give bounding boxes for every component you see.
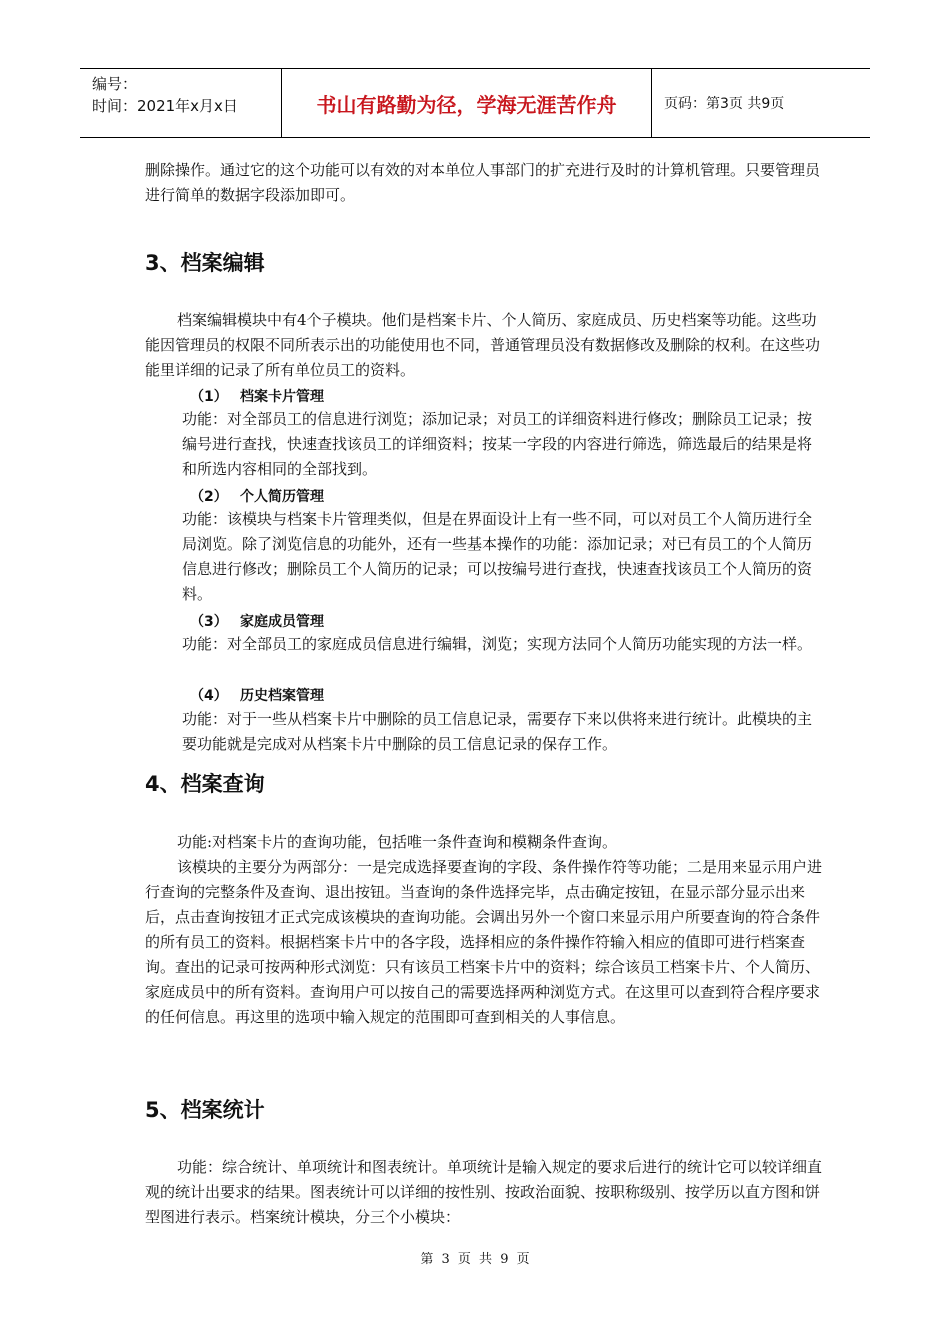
subsection-number: （3） (190, 614, 228, 630)
paragraph-section-3: 档案编辑模块中有4个子模块。他们是档案卡片、个人简历、家庭成员、历史档案等功能。这些功能因管理员的权限不同所表示出的功能使用也不同，普通管理员没有数据修改及删除的权利。在这些功能里详细的记录了所有单位员工的资料。 (145, 311, 821, 379)
subsection-desc-3: 功能：对全部员工的家庭成员信息进行编辑，浏览；实现方法同个人简历功能实现的方法一样。 (182, 635, 813, 653)
subsection-heading-1 (190, 386, 324, 406)
doc-date-label: 时间：2021年x月x日 (92, 97, 238, 115)
subsection-number: （2） (190, 489, 228, 505)
subsection-title: 历史档案管理 (240, 688, 324, 704)
subsection-heading-2 (190, 486, 324, 506)
subsection-desc-4: 功能：对于一些从档案卡片中删除的员工信息记录，需要存下来以供将来进行统计。此模块的主要功能就是完成对从档案卡片中删除的员工信息记录的保存工作。 (182, 710, 813, 753)
header-meta (80, 69, 282, 137)
header-page-info: 页码：第3页 共9页 (664, 96, 785, 112)
section-heading-4: 4、档案查询 (145, 772, 265, 796)
subsection-title: 家庭成员管理 (240, 614, 324, 630)
paragraph-intro: 删除操作。通过它的这个功能可以有效的对本单位人事部门的扩充进行及时的计算机管理。只要管理员进行简单的数据字段添加即可。 (145, 161, 821, 204)
paragraph-section-5: 功能：综合统计、单项统计和图表统计。单项统计是输入规定的要求后进行的统计它可以较详细直观的统计出要求的结果。图表统计可以详细的按性别、按政治面貌、按职称级别、按学历以直方图和饼型图进行表示。档案统计模块，分三个小模块： (145, 1158, 823, 1226)
subsection-number: （1） (190, 389, 228, 405)
doc-number-label: 编号： (92, 75, 138, 93)
subsection-heading-4 (190, 685, 324, 705)
page-header (80, 68, 870, 138)
paragraph-section-4b: 该模块的主要分为两部分：一是完成选择要查询的字段、条件操作符等功能；二是用来显示用户进行查询的完整条件及查询、退出按钮。当查询的条件选择完毕，点击确定按钮，在显示部分显示出来后，点击查询按钮才正式完成该模块的查询功能。会调出另外一个窗口来显示用户所要查询的符合条件的所有员工的资料。根据档案卡片中的各字段，选择相应的条件操作符输入相应的值即可进行档案查询。查出的记录可按两种形式浏览：只有该员工档案卡片中的资料；综合该员工档案卡片、个人简历、家庭成员中的所有资料。查询用户可以按自己的需要选择两种浏览方式。在这里可以查到符合程序要求的任何信息。再这里的选项中输入规定的范围即可查到相关的人事信息。 (145, 858, 823, 1026)
subsection-title: 档案卡片管理 (240, 389, 324, 405)
subsection-heading-3 (190, 611, 324, 631)
paragraph-section-4a: 功能:对档案卡片的查询功能，包括唯一条件查询和模糊条件查询。 (177, 833, 618, 851)
subsection-desc-2: 功能：该模块与档案卡片管理类似，但是在界面设计上有一些不同，可以对员工个人简历进行全局浏览。除了浏览信息的功能外，还有一些基本操作的功能：添加记录；对已有员工的个人简历信息进行修改；删除员工个人简历的记录；可以按编号进行查找，快速查找该员工个人简历的资料。 (182, 510, 813, 603)
section-heading-3: 3、档案编辑 (145, 251, 265, 275)
subsection-number: （4） (190, 688, 228, 704)
subsection-title: 个人简历管理 (240, 489, 324, 505)
header-motto: 书山有路勤为径，学海无涯苦作舟 (282, 69, 652, 137)
page-footer: 第 3 页 共 9 页 (420, 1252, 530, 1267)
subsection-desc-1: 功能：对全部员工的信息进行浏览；添加记录；对员工的详细资料进行修改；删除员工记录；按编号进行查找，快速查找该员工的详细资料；按某一字段的内容进行筛选，筛选最后的结果是将和所选内容相同的全部找到。 (182, 410, 813, 478)
section-heading-5: 5、档案统计 (145, 1098, 265, 1122)
